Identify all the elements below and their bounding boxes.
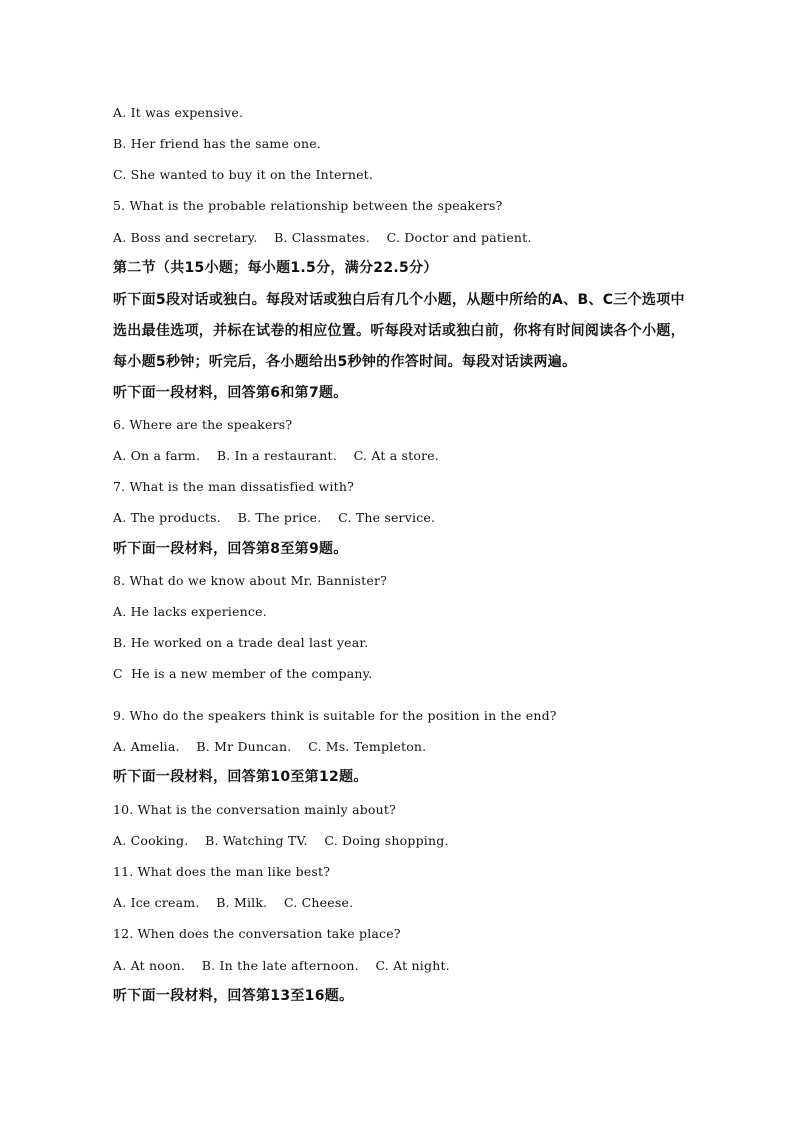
q4-option-a: A. It was expensive.: [113, 105, 244, 120]
q4-option-c: C. She wanted to buy it on the Internet.: [113, 167, 374, 182]
q10-options: A. Cooking. B. Watching TV. C. Doing shopping.: [113, 833, 449, 848]
q9-options: A. Amelia. B. Mr Duncan. C. Ms. Templeton.: [113, 739, 427, 754]
q6-options: A. On a farm. B. In a restaurant. C. At a store.: [113, 448, 440, 463]
material-heading-13-16: 听下面一段材料，回答第13至16题。: [113, 988, 354, 1004]
q8-question: 8. What do we know about Mr. Bannister?: [113, 573, 388, 588]
section-instructions-line-3: 每小题5秒钟；听完后，各小题给出5秒钟的作答时间。每段对话读两遍。: [113, 354, 577, 370]
q11-options: A. Ice cream. B. Milk. C. Cheese.: [113, 895, 354, 910]
material-heading-8-9: 听下面一段材料，回答第8至第9题。: [113, 541, 348, 557]
q7-question: 7. What is the man dissatisfied with?: [113, 479, 354, 494]
section-heading: 第二节（共15小题；每小题1.5分，满分22.5分）: [113, 260, 438, 276]
q12-question: 12. When does the conversation take place?: [113, 926, 401, 941]
q7-options: A. The products. B. The price. C. The service.: [113, 510, 436, 525]
q5-options: A. Boss and secretary. B. Classmates. C. Doctor and patient.: [113, 230, 532, 245]
q8-option-a: A. He lacks experience.: [113, 604, 267, 619]
q5-question: 5. What is the probable relationship between the speakers?: [113, 198, 503, 213]
q12-options: A. At noon. B. In the late afternoon. C. At night.: [113, 958, 450, 973]
q6-question: 6. Where are the speakers?: [113, 417, 293, 432]
q8-option-b: B. He worked on a trade deal last year.: [113, 635, 369, 650]
section-instructions-line-1: 听下面5段对话或独白。每段对话或独白后有几个小题，从题中所给的A、B、C三个选项中: [113, 292, 685, 308]
q11-question: 11. What does the man like best?: [113, 864, 331, 879]
q9-question: 9. Who do the speakers think is suitable for the position in the end?: [113, 708, 557, 723]
q8-option-c: C He is a new member of the company.: [113, 666, 373, 681]
q10-question: 10. What is the conversation mainly about?: [113, 802, 397, 817]
q4-option-b: B. Her friend has the same one.: [113, 136, 321, 151]
material-heading-6-7: 听下面一段材料，回答第6和第7题。: [113, 385, 348, 401]
material-heading-10-12: 听下面一段材料，回答第10至第12题。: [113, 769, 368, 785]
section-instructions-line-2: 选出最佳选项，并标在试卷的相应位置。听每段对话或独白前，你将有时间阅读各个小题，: [113, 323, 685, 339]
